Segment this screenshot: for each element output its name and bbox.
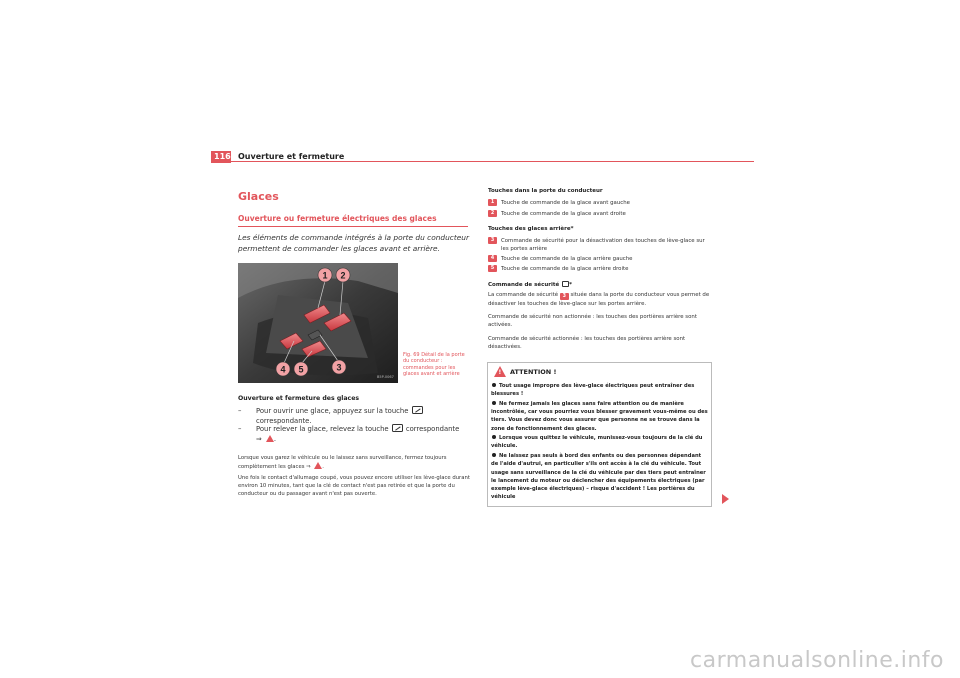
- legend-badge: 5: [488, 265, 497, 272]
- step-1-text-after: correspondante.: [256, 417, 312, 425]
- safety-paragraph-3: Commande de sécurité actionnée : les touches des portières arrière sont désactivées.: [488, 336, 686, 351]
- procedure-step-1: [238, 406, 473, 426]
- window-switch-icon: [412, 406, 423, 414]
- warning-icon: [314, 462, 322, 469]
- step-dash: –: [238, 407, 242, 415]
- callout-5: [294, 362, 308, 376]
- legend-badge: 2: [488, 210, 497, 217]
- attention-title: ATTENTION !: [510, 368, 557, 376]
- bullet-icon: [492, 383, 496, 387]
- window-switch-icon: [392, 424, 403, 432]
- figure-code: B5P-0067: [377, 375, 394, 379]
- step-2-text-before: Pour relever la glace, relevez la touche: [256, 425, 389, 433]
- subtitle-rule: [238, 226, 468, 227]
- legend-item-3: 3 Commande de sécurité pour la désactivation des touches de lève-glace sur les portes arrière: [488, 237, 713, 253]
- attention-item: Tout usage impropre des lève-glace électriques peut entraîner des blessures !: [491, 383, 695, 398]
- attention-header: [488, 363, 711, 380]
- door-controls-illustration: [238, 263, 398, 383]
- driver-door-heading: Touches dans la porte du conducteur: [488, 188, 603, 194]
- legend-badge: 4: [488, 255, 497, 262]
- legend-badge: 3: [488, 237, 497, 244]
- safety-heading-row: [488, 281, 572, 288]
- svg-text:3: 3: [336, 362, 342, 373]
- header-rule: [211, 161, 754, 162]
- figure-caption: Fig. 69 Détail de la porte du conducteur : commandes pour les glaces avant et arrière: [403, 352, 465, 377]
- legend-item-4: 4 Touche de commande de la glace arrière gauche: [488, 255, 713, 263]
- legend-item-1: 1 Touche de commande de la glace avant gauche: [488, 199, 713, 207]
- legend-item-5: 5 Touche de commande de la glace arrière droite: [488, 265, 713, 273]
- legend-badge: 1: [488, 199, 497, 206]
- callout-3: [332, 360, 346, 374]
- attention-body: [491, 382, 709, 503]
- procedure-heading: Ouverture et fermeture des glaces: [238, 395, 360, 402]
- safety-paragraph-2: Commande de sécurité non actionnée : les touches des portières arrière sont activées.: [488, 314, 697, 329]
- paragraph-ignition: Une fois le contact d'allumage coupé, vous pouvez encore utiliser les lève-glace durant environ 10 minutes, tant que la clé de contact n'est pas retirée et que la porte du conducteur ou du passager avant n'est pas ouverte.: [238, 475, 470, 498]
- safety-paragraph-1: La commande de sécurité 3 située dans la porte du conducteur vous permet de désactiver les touches de lève-glace sur les portes arrière.: [488, 292, 710, 307]
- svg-text:2: 2: [340, 270, 346, 281]
- bullet-icon: [492, 435, 496, 439]
- safety-heading: Commande de sécurité: [488, 282, 560, 288]
- section-subtitle: Ouverture ou fermeture électriques des glaces: [238, 214, 437, 223]
- section-title: Ouverture et fermeture: [238, 152, 345, 161]
- figure-door-controls: [238, 263, 398, 383]
- callout-4: [276, 362, 290, 376]
- step-2-text-after: correspondante: [405, 425, 460, 433]
- callout-2: [336, 268, 350, 282]
- paragraph-parking: Lorsque vous garez le véhicule ou le laissez sans surveillance, fermez toujours complètement les glaces ⇒ .: [238, 455, 447, 471]
- step-1-text-before: Pour ouvrir une glace, appuyez sur la touche: [256, 407, 409, 415]
- rear-windows-heading: Touches des glaces arrière*: [488, 226, 574, 232]
- attention-item: Ne fermez jamais les glaces sans faire attention ou de manière incontrôlée, car vous pourriez vous blesser gravement vous-même ou des tiers. Vous devez donc vous assurer que personne ne se trouve dans la zone de fonctionnement des glaces.: [491, 400, 708, 432]
- bullet-icon: [492, 453, 496, 457]
- warning-mark: !: [498, 369, 502, 376]
- callout-1: [318, 268, 332, 282]
- watermark: carmanualsonline.info: [690, 648, 944, 673]
- svg-text:1: 1: [322, 270, 328, 281]
- intro-text: Les éléments de commande intégrés à la porte du conducteur permettent de commander les glaces avant et arrière.: [238, 233, 470, 253]
- continue-arrow-icon: [722, 494, 729, 504]
- legend-badge-inline: 3: [560, 293, 569, 300]
- paragraph-parking-text: Lorsque vous garez le véhicule ou le laissez sans surveillance, fermez toujours complètement les glaces ⇒: [238, 455, 447, 471]
- legend-item-2: 2 Touche de commande de la glace avant droite: [488, 210, 713, 218]
- attention-box: [487, 362, 712, 507]
- svg-text:4: 4: [280, 364, 286, 375]
- optional-star: *: [569, 282, 573, 288]
- page-title: Glaces: [238, 190, 279, 203]
- page-number: 116: [211, 151, 231, 163]
- warning-arrow: ⇒: [256, 435, 262, 443]
- svg-text:5: 5: [298, 364, 304, 375]
- procedure-step-2: – Pour relever la glace, relevez la touche correspondante ⇒ .: [238, 425, 460, 443]
- step-dash: –: [238, 425, 242, 433]
- warning-icon: [266, 435, 274, 442]
- attention-item: Lorsque vous quittez le véhicule, munissez-vous toujours de la clé du véhicule.: [491, 435, 703, 450]
- bullet-icon: [492, 401, 496, 405]
- attention-item: Ne laissez pas seuls à bord des enfants ou des personnes dépendant de l'aide d'autrui, en particulier s'ils ont accès à la clé du véhicule. Tout usage sans surveillance de la clé du véhicule par des tiers peut entraîner le lancement du moteur ou déclencher des équipements électriques (par exemple lève-glace électriques) – risque d'accident ! Les portières du véhicule: [491, 452, 706, 501]
